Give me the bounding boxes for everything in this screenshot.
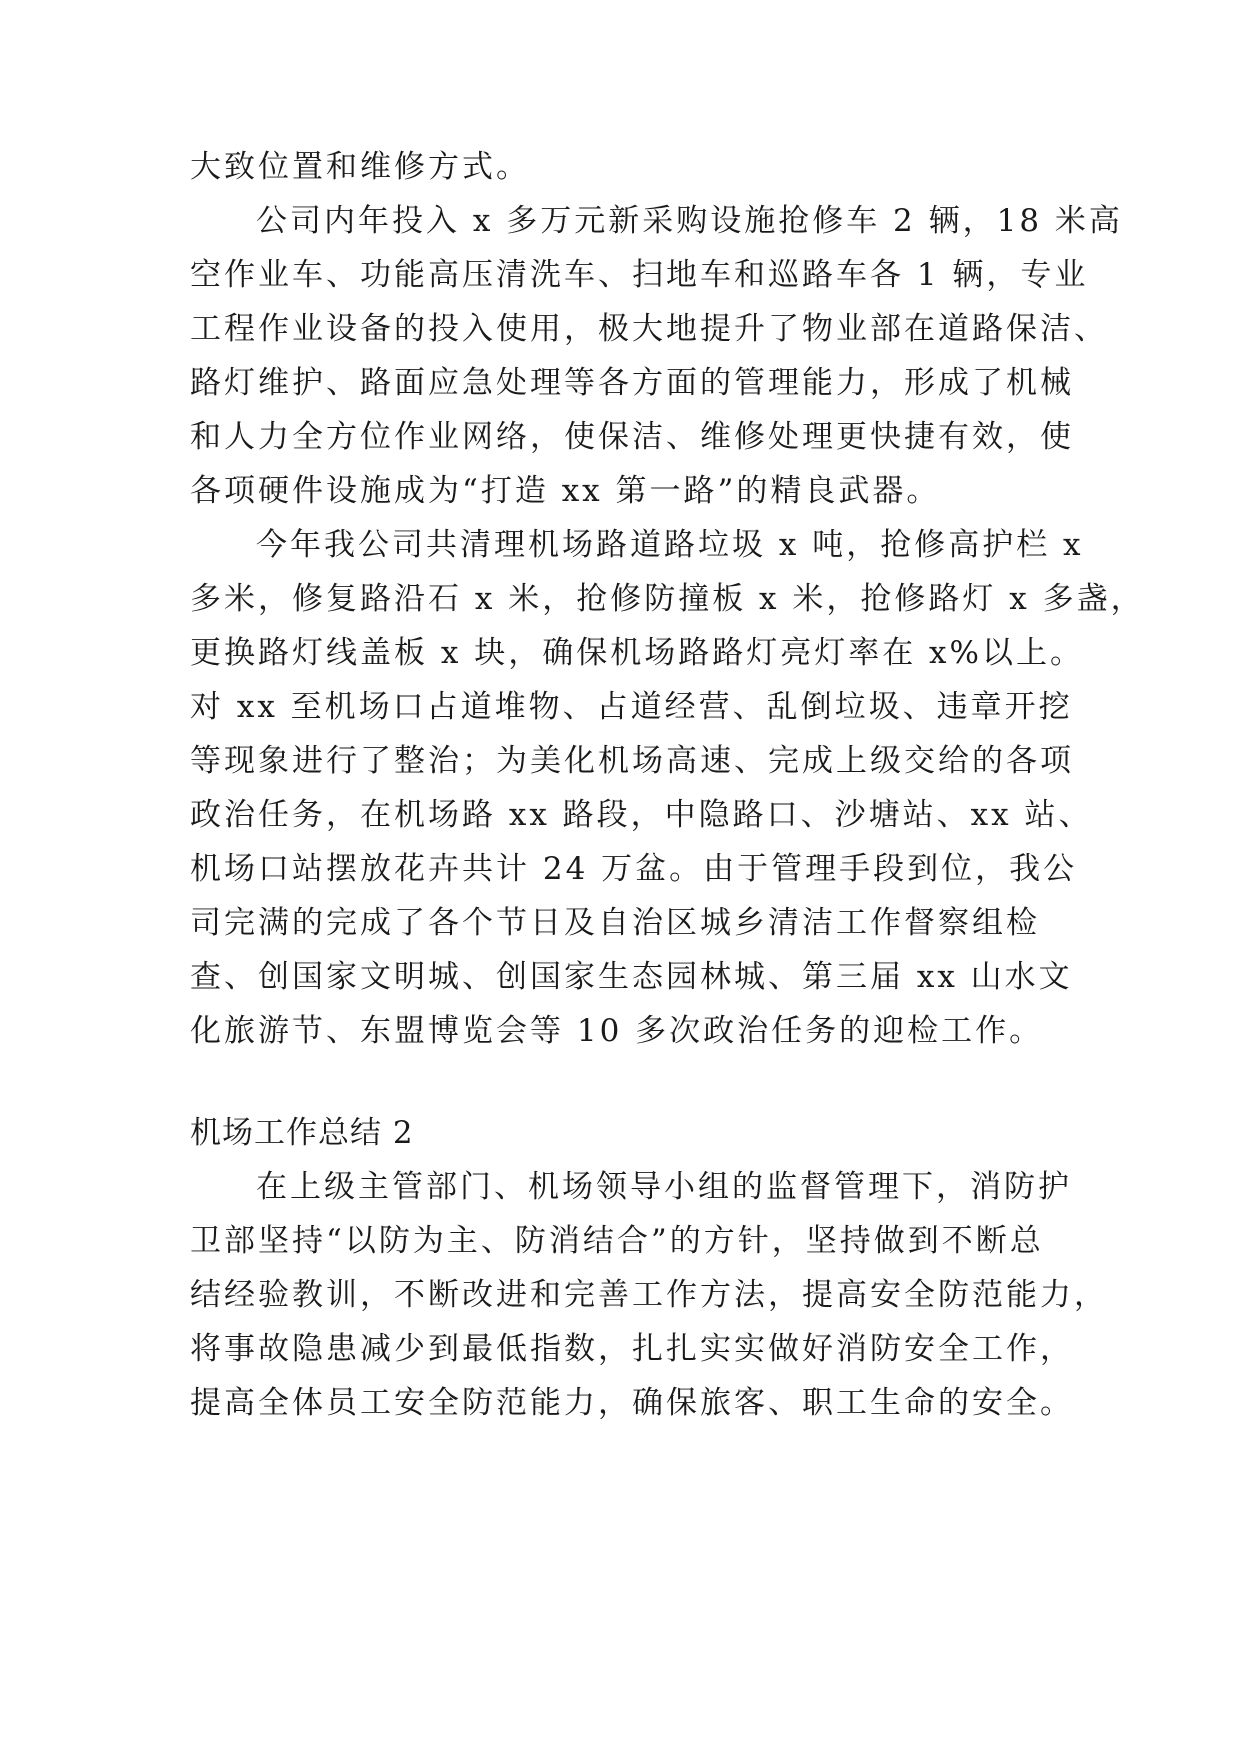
paragraph-line: 今年我公司共清理机场路道路垃圾 x 吨，抢修高护栏 x: [256, 527, 1084, 563]
paragraph-line: 大致位置和维修方式。: [190, 149, 530, 185]
paragraph-line: 在上级主管部门、机场领导小组的监督管理下，消防护: [256, 1169, 1072, 1205]
paragraph-line: 政治任务，在机场路 xx 路段，中隐路口、沙塘站、xx 站、: [190, 797, 1093, 833]
paragraph-line: 查、创国家文明城、创国家生态园林城、第三届 xx 山水文: [190, 959, 1073, 995]
paragraph-line: 路灯维护、路面应急处理等各方面的管理能力，形成了机械: [190, 365, 1074, 401]
paragraph-line: 更换路灯线盖板 x 块，确保机场路路灯亮灯率在 x%以上。: [190, 635, 1084, 671]
paragraph-line: 各项硬件设施成为“打造 xx 第一路”的精良武器。: [190, 473, 941, 509]
paragraph-line: 对 xx 至机场口占道堆物、占道经营、乱倒垃圾、违章开挖: [190, 689, 1073, 725]
paragraph-line: 工程作业设备的投入使用，极大地提升了物业部在道路保洁、: [190, 311, 1108, 347]
paragraph-line: 公司内年投入 x 多万元新采购设施抢修车 2 辆，18 米高: [256, 203, 1123, 239]
paragraph-line: 等现象进行了整治；为美化机场高速、完成上级交给的各项: [190, 743, 1074, 779]
paragraph-line: 空作业车、功能高压清洗车、扫地车和巡路车各 1 辆，专业: [190, 257, 1089, 293]
paragraph-line: 结经验教训，不断改进和完善工作方法，提高安全防范能力，: [190, 1277, 1108, 1313]
paragraph-line: 卫部坚持“以防为主、防消结合”的方针，坚持做到不断总: [190, 1223, 1044, 1259]
paragraph-line: 机场口站摆放花卉共计 24 万盆。由于管理手段到位，我公: [190, 851, 1078, 887]
paragraph-line: 化旅游节、东盟博览会等 10 多次政治任务的迎检工作。: [190, 1013, 1044, 1049]
paragraph-line: 多米，修复路沿石 x 米，抢修防撞板 x 米，抢修路灯 x 多盏，: [190, 581, 1145, 617]
paragraph-line: 提高全体员工安全防范能力，确保旅客、职工生命的安全。: [190, 1385, 1074, 1421]
paragraph-line: 和人力全方位作业网络，使保洁、维修处理更快捷有效，使: [190, 419, 1074, 455]
section-heading: 机场工作总结 2: [190, 1115, 414, 1151]
paragraph-line: 司完满的完成了各个节日及自治区城乡清洁工作督察组检: [190, 905, 1040, 941]
paragraph-line: 将事故隐患减少到最低指数，扎扎实实做好消防安全工作，: [190, 1331, 1074, 1367]
